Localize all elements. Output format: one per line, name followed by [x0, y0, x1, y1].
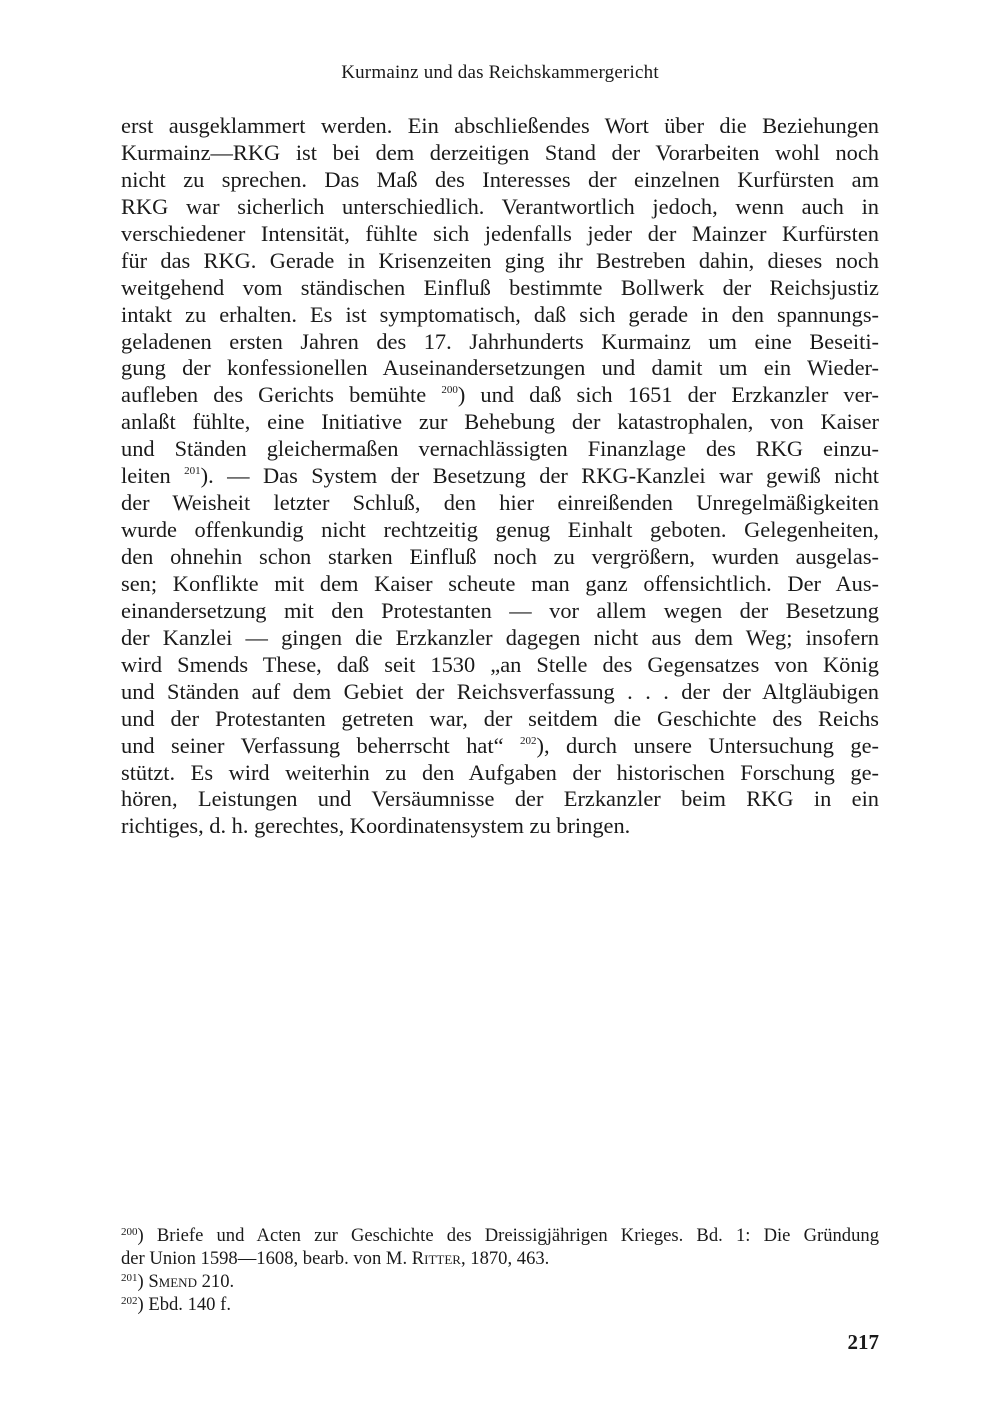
text-run: Kurmainz—RKG ist bei dem derzeitigen Stand der Vorarbeiten wohl noch: [121, 139, 879, 165]
footnote-line: [121, 1270, 879, 1293]
body-line: [121, 275, 879, 302]
text-run: einandersetzung mit den Protestanten — vor allem wegen der Besetzung: [121, 597, 879, 623]
text-run: weitgehend vom ständischen Einfluß bestimmte Bollwerk der Reichsjustiz: [121, 274, 879, 300]
text-run: der Kanzlei — gingen die Erzkanzler dagegen nicht aus dem Weg; insofern: [121, 624, 879, 650]
body-line: [121, 625, 879, 652]
text-run: richtiges, d. h. gerechtes, Koordinatensystem zu bringen.: [121, 813, 631, 839]
footnote-text: 210.: [196, 1271, 235, 1292]
text-run: leiten: [121, 463, 185, 489]
text-run: intakt zu erhalten. Es ist symptomatisch, daß sich gerade in den spannungs-: [121, 301, 879, 327]
body-line: [121, 140, 879, 167]
text-run: ). — Das System der Besetzung der RKG-Kanzlei war gewiß nicht: [200, 463, 879, 489]
footnote-text: ): [137, 1271, 149, 1292]
footnote-ref: 201: [184, 465, 201, 478]
footnote-number: 202: [121, 1295, 138, 1307]
footnote-number: 201: [121, 1272, 138, 1284]
body-line: [121, 221, 879, 248]
footnote-text: ) Ebd. 140 f.: [137, 1294, 231, 1315]
footnote-ref: 200: [441, 384, 458, 397]
body-line: [121, 786, 879, 813]
text-run: und der Protestanten getreten war, der seitdem die Geschichte des Reichs: [121, 705, 879, 731]
text-run: stützt. Es wird weiterhin zu den Aufgaben der historischen Forschung ge-: [121, 759, 879, 785]
text-run: ) und daß sich 1651 der Erzkanzler ver-: [457, 382, 879, 408]
text-run: für das RKG. Gerade in Krisenzeiten ging ihr Bestreben dahin, dieses noch: [121, 247, 879, 273]
footnotes: [121, 1224, 879, 1316]
footnote-text: Smend: [148, 1271, 197, 1292]
body-line: [121, 463, 879, 490]
text-run: und Ständen auf dem Gebiet der Reichsverfassung . . . der der Altgläubigen: [121, 678, 879, 704]
footnote-text: der Union 1598—1608, bearb. von M.: [121, 1248, 412, 1269]
body-line: [121, 382, 879, 409]
text-run: gung der konfessionellen Auseinandersetzungen und damit um ein Wieder-: [121, 355, 879, 381]
text-run: anlaßt fühlte, eine Initiative zur Behebung der katastrophalen, von Kaiser: [121, 409, 879, 435]
text-run: sen; Konflikte mit dem Kaiser scheute man ganz offensichtlich. Der Aus-: [121, 570, 879, 596]
footnote-line: [121, 1247, 879, 1270]
text-run: erst ausgeklammert werden. Ein abschließendes Wort über die Beziehungen: [121, 113, 879, 138]
body-line: [121, 813, 879, 840]
body-line: [121, 544, 879, 571]
body-line: [121, 409, 879, 436]
text-run: der Weisheit letzter Schluß, den hier einreißenden Unregelmäßigkeiten: [121, 490, 879, 516]
text-run: und seiner Verfassung beherrscht hat“: [121, 732, 520, 758]
body-line: [121, 598, 879, 625]
running-head: Kurmainz und das Reichskammergericht: [341, 62, 659, 83]
text-run: wurde offenkundig nicht rechtzeitig genug Einhalt geboten. Gelegenheiten,: [121, 517, 879, 543]
body-line: [121, 248, 879, 275]
text-run: den ohnehin schon starken Einfluß noch zu vergrößern, wurden ausgelas-: [121, 544, 879, 569]
footnote-ref: 202: [519, 734, 537, 747]
body-line: [121, 194, 879, 221]
text-run: hören, Leistungen und Versäumnisse der Erzkanzler beim RKG in ein: [121, 786, 879, 812]
text-run: nicht zu sprechen. Das Maß des Interesses der einzelnen Kurfürsten am: [121, 166, 879, 192]
text-run: geladenen ersten Jahren des 17. Jahrhunderts Kurmainz um eine Beseiti-: [121, 328, 879, 354]
text-run: RKG war sicherlich unterschiedlich. Verantwortlich jedoch, wenn auch in: [121, 193, 879, 219]
footnote-text: Ritter: [411, 1248, 461, 1269]
body-line: [121, 329, 879, 356]
body-line: [121, 733, 879, 760]
page-number: 217: [847, 1330, 879, 1354]
body-line: [121, 760, 879, 787]
footnote-line: [121, 1224, 879, 1247]
body-line: [121, 490, 879, 517]
footnote-text: , 1870, 463.: [460, 1248, 550, 1269]
footnote-line: [121, 1293, 879, 1316]
footnote-text: ) Briefe und Acten zur Geschichte des Dreissigjährigen Krieges. Bd. 1: Die Gründung: [137, 1225, 879, 1246]
body-line: [121, 517, 879, 544]
body-line: [121, 167, 879, 194]
body-line: [121, 571, 879, 598]
body-line: [121, 679, 879, 706]
text-run: aufleben des Gerichts bemühte: [121, 382, 442, 408]
body-line: [121, 355, 879, 382]
body-line: [121, 302, 879, 329]
body-line: [121, 652, 879, 679]
text-run: verschiedener Intensität, fühlte sich jedenfalls jeder der Mainzer Kurfürsten: [121, 220, 879, 246]
text-run: und Ständen gleichermaßen vernachlässigten Finanzlage des RKG einzu-: [121, 436, 879, 462]
body-line: [121, 113, 879, 140]
text-run: wird Smends These, daß seit 1530 „an Stelle des Gegensatzes von König: [121, 651, 879, 677]
footnote-number: 200: [121, 1226, 138, 1238]
text-run: ), durch unsere Untersuchung ge-: [536, 732, 879, 758]
body-line: [121, 436, 879, 463]
body-text: [121, 113, 879, 840]
body-line: [121, 706, 879, 733]
